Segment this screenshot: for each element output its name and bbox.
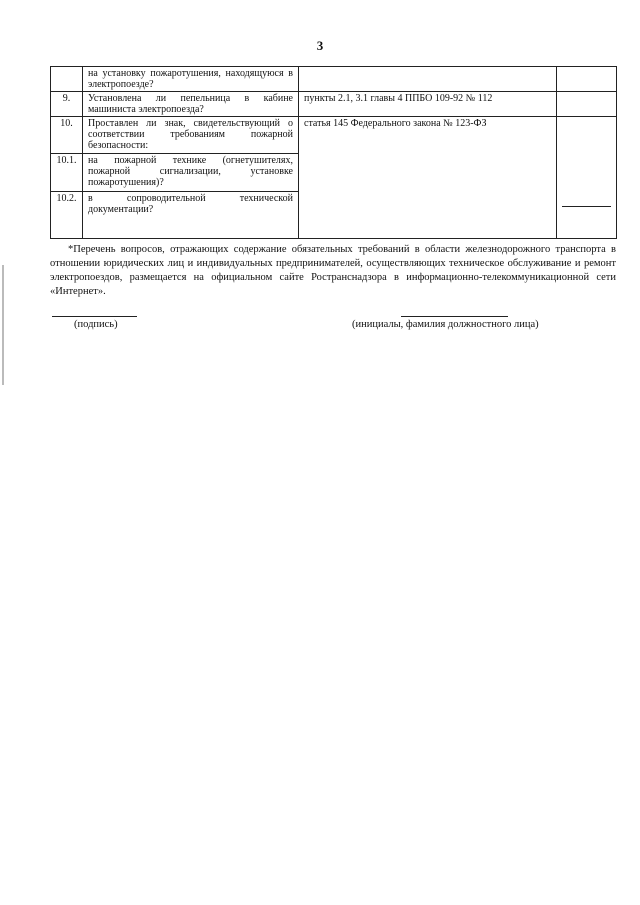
mark-subcell (562, 118, 611, 207)
question-text: на пожарной технике (огнетушителях, пожарной сигнализации, установке пожаротушения)? (83, 154, 299, 192)
row-number: 10.2. (51, 192, 83, 239)
scan-margin-mark (2, 265, 4, 385)
mark-cell (557, 67, 617, 92)
row-number (51, 67, 83, 92)
table-row (51, 117, 617, 154)
table-row (51, 92, 617, 117)
row-number: 10.1. (51, 154, 83, 192)
question-text: Установлена ли пепельница в кабине машиниста электропоезда? (83, 92, 299, 117)
reference-text (299, 67, 557, 92)
reference-text: пункты 2.1, 3.1 главы 4 ППБО 109-92 № 112 (299, 92, 557, 117)
signature-line (52, 316, 137, 317)
mark-cell (557, 117, 617, 239)
reference-text: статья 145 Федерального закона № 123-ФЗ (299, 117, 557, 239)
question-text: на установку пожаротушения, находящуюся в электропоезде? (83, 67, 299, 92)
mark-cell (557, 92, 617, 117)
row-number: 9. (51, 92, 83, 117)
name-caption: (инициалы, фамилия должностного лица) (352, 319, 539, 330)
signature-caption: (подпись) (74, 319, 118, 330)
checklist-table (50, 66, 617, 239)
row-number: 10. (51, 117, 83, 154)
name-line (401, 316, 508, 317)
table-row (51, 67, 617, 92)
page-number: 3 (316, 38, 324, 53)
question-text: в сопроводительной технической документации? (83, 192, 299, 239)
question-text: Проставлен ли знак, свидетельствующий о соответствии требованиям пожарной безопасности: (83, 117, 299, 154)
footnote: *Перечень вопросов, отражающих содержание обязательных требований в области железнодорожного транспорта в отношении юридических лиц и индивидуальных предпринимателей, осуществляющих техническое обслуживание и ремонт электропоездов, размещается на официальном сайте Ространснадзора в информационно-телекоммуникационной сети «Интернет». (50, 244, 616, 297)
